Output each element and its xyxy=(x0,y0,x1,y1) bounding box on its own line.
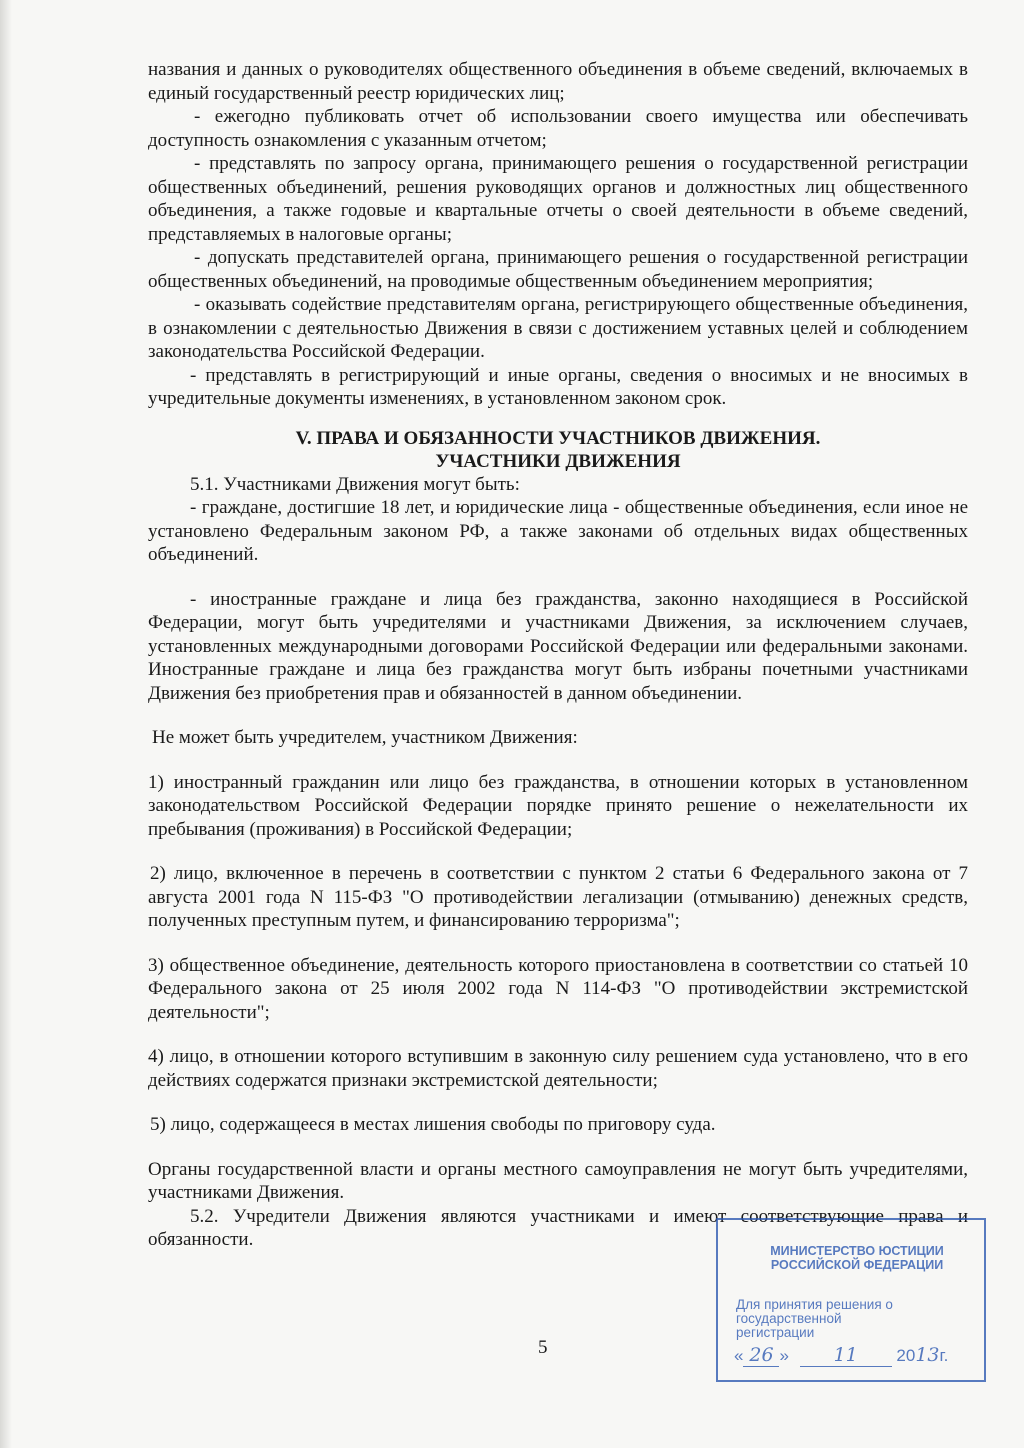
list-item: 3) общественное объединение, деятельность которого приостановлена в соответствии со статьей 10 Федерального закона от 25 июля 2002 года N 114-ФЗ "О противодействии экстремистской деятельности"; xyxy=(148,954,968,1023)
section-heading-line-2: УЧАСТНИКИ ДВИЖЕНИЯ xyxy=(435,450,681,472)
stamp-quote-close: » xyxy=(779,1346,789,1365)
stamp-month: 11 xyxy=(800,1344,892,1367)
paragraph: Органы государственной власти и органы местного самоуправления не могут быть учредителями, участниками Движения. xyxy=(148,1158,968,1203)
paragraph: - допускать представителей органа, принимающего решения о государственной регистрации общественных объединений, на проводимые общественным объединением мероприятия; xyxy=(148,247,968,292)
clause-title: 5.1. Участниками Движения могут быть: xyxy=(190,473,520,495)
document-body xyxy=(148,58,968,1252)
list-intro: Не может быть учредителем, участником Движения: xyxy=(152,727,578,748)
page-number: 5 xyxy=(538,1337,548,1358)
paragraph: - представлять в регистрирующий и иные органы, сведения о вносимых и не вносимых в учредительные документы изменениях, в установленном законом срок. xyxy=(148,364,968,409)
paragraph: - представлять по запросу органа, принимающего решения о государственной регистрации общественных объединений, решения руководящих органов и должностных лиц общественного объединения, а также годовые и квартальные отчеты о своей деятельности в объеме сведений, представляемых в налоговые органы; xyxy=(148,153,968,245)
page-edge-shadow xyxy=(0,0,12,1448)
paragraph: - граждане, достигшие 18 лет, и юридические лица - общественные объединения, если иное не установлено Федеральным законом РФ, а также законами об отдельных видах общественных объединений. xyxy=(148,497,968,565)
stamp-purpose: Для принятия решения о государственной регистрации xyxy=(736,1297,893,1340)
stamp-day: 26 xyxy=(743,1344,779,1367)
stamp-year-suffix: 13 xyxy=(915,1344,940,1366)
paragraph: - оказывать содействие представителям органа, регистрирующего общественные объединения, в ознакомлении с деятельностью Движения в связи с достижением уставных целей и соблюдением законодательства Российской Федерации. xyxy=(148,294,968,362)
paragraph: - ежегодно публиковать отчет об использовании своего имущества или обеспечивать доступность ознакомления с указанным отчетом; xyxy=(148,106,968,151)
list-item: 2) лицо, включенное в перечень в соответствии с пунктом 2 статьи 6 Федерального закона от 7 августа 2001 года N 115-ФЗ "О противодействии легализации (отмыванию) денежных средств, полученных преступным путем, и финансированию терроризма"; xyxy=(148,863,968,931)
paragraph: названия и данных о руководителях общественного объединения в объеме сведений, включаемых в единый государственный реестр юридических лиц; xyxy=(148,59,968,104)
stamp-year-prefix: 20 xyxy=(896,1346,916,1365)
stamp-quote-open: « xyxy=(734,1346,744,1365)
stamp-ministry: МИНИСТЕРСТВО ЮСТИЦИИ РОССИЙСКОЙ ФЕДЕРАЦИИ xyxy=(770,1244,944,1272)
section-heading xyxy=(148,427,968,473)
stamp-date xyxy=(734,1344,974,1367)
paragraph: - иностранные граждане и лица без гражданства, законно находящиеся в Российской Федерации, могут быть учредителями и участниками Движения, за исключением случаев, установленных международными договорами Российской Федерации или федеральными законами. Иностранные граждане и лица без гражданства могут быть избраны почетными участниками Движения без приобретения прав и обязанностей в данном объединении. xyxy=(148,588,968,704)
registration-stamp xyxy=(716,1218,986,1382)
clause: 5.2. Учредители Движения являются участниками и имеют соответствующие права и обязанности. xyxy=(148,1205,968,1250)
section-heading-line-1: V. ПРАВА И ОБЯЗАННОСТИ УЧАСТНИКОВ ДВИЖЕНИЯ. xyxy=(295,427,821,449)
list-item: 1) иностранный гражданин или лицо без гражданства, в отношении которых в установленном законодательством Российской Федерации порядке принято решение о нежелательности их пребывания (проживания) в Российской Федерации; xyxy=(148,771,968,840)
list-item: 5) лицо, содержащееся в местах лишения свободы по приговору суда. xyxy=(150,1114,716,1135)
stamp-year-unit: г. xyxy=(939,1346,949,1365)
list-item: 4) лицо, в отношении которого вступившим в законную силу решением суда установлено, что в его действиях содержатся признаки экстремистской деятельности; xyxy=(148,1046,968,1091)
